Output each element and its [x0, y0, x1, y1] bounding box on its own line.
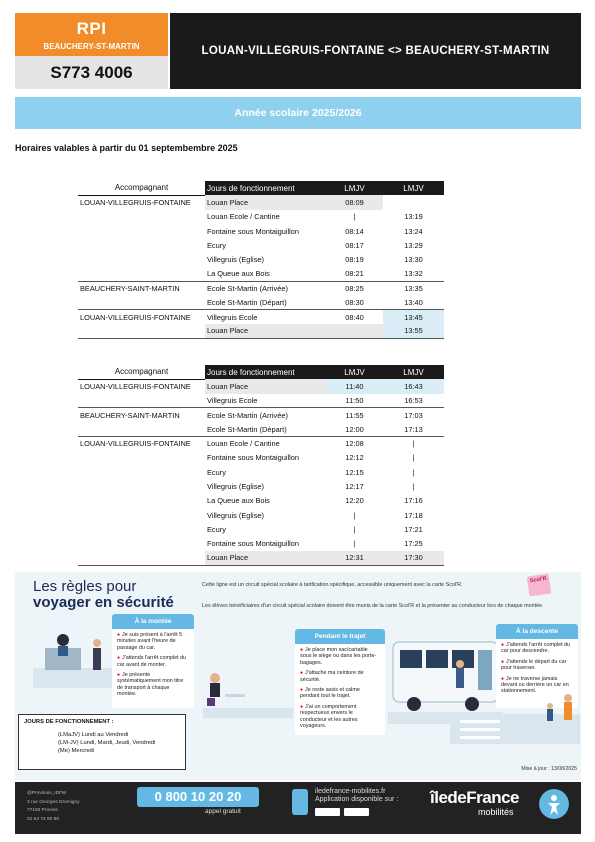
row-time-2: | — [412, 482, 415, 492]
row-stop: Ecole St-Martin (Départ) — [207, 424, 287, 434]
table-header-row — [78, 181, 444, 195]
line-number: S773 4006 — [15, 56, 168, 89]
timetable-2 — [78, 365, 444, 566]
row-stop: Ecole St-Martin (Arrivée) — [205, 408, 326, 422]
scolr-card-icon: Scol'R — [527, 574, 552, 597]
row-time-1 — [326, 324, 383, 338]
row-city — [78, 324, 205, 338]
footer-town: 77160 Provins — [27, 808, 58, 813]
table-row — [78, 267, 444, 281]
row-time-1: 08:19 — [345, 255, 364, 265]
smartphone-icon — [292, 789, 308, 815]
col-header-lmjv-2: LMJV — [383, 365, 444, 379]
network-city: BEAUCHERY-ST-MARTIN — [43, 42, 140, 51]
table-row — [78, 394, 444, 408]
row-city: BEAUCHERY-SAINT-MARTIN — [78, 408, 205, 422]
row-time-2: 17:18 — [404, 510, 423, 520]
row-stop: Villegruis Ecole — [207, 395, 258, 405]
row-time-1: 08:40 — [326, 310, 383, 324]
card-descente-title: À la descente — [496, 624, 578, 639]
trajet-rule-4: ● J'ai un comportement respectueux envers le conducteur et les autres voyageurs. — [300, 704, 380, 730]
descente-rule-3: ● Je ne traverse jamais devant ou derrière un car en stationnement. — [501, 676, 573, 695]
table-row — [78, 210, 444, 224]
row-time-1: 12:31 — [326, 551, 383, 565]
row-time-1: 08:30 — [345, 297, 364, 307]
update-date: Mise à jour : 13/08/2025 — [521, 766, 577, 772]
row-time-1: 12:20 — [345, 496, 364, 506]
row-stop: Ecole St-Martin (Arrivée) — [205, 281, 326, 295]
row-city — [78, 522, 205, 536]
row-time-2: 17:25 — [404, 539, 423, 549]
row-time-1: | — [353, 510, 356, 520]
row-stop: Villegruis (Eglise) — [207, 510, 264, 520]
table-row — [78, 451, 444, 465]
row-time-1: 12:17 — [345, 482, 364, 492]
website-link[interactable]: iledefrance-mobilites.fr — [315, 788, 386, 795]
days-line-3: (Me) Mercredi — [58, 748, 95, 754]
row-time-2: 13:19 — [404, 212, 423, 222]
row-stop: Fontaine sous Montaiguillon — [207, 226, 300, 236]
table-row — [78, 537, 444, 551]
row-city — [78, 465, 205, 479]
row-stop: Fontaine sous Montaiguillon — [207, 539, 300, 549]
trajet-rule-1: ● Je place mon sac/cartable sous le siège ou dans les porte-bagages. — [300, 647, 380, 666]
table-row — [78, 224, 444, 238]
row-city — [78, 252, 205, 266]
row-time-1: 08:21 — [345, 269, 364, 279]
table-row — [78, 436, 444, 450]
timetable-1 — [78, 181, 444, 339]
network-badge — [15, 13, 168, 56]
bus-stop-illustration — [203, 668, 293, 718]
crosswalk-illustration — [450, 684, 580, 744]
table-row — [78, 422, 444, 436]
row-stop: Louan Place — [205, 324, 326, 338]
row-time-2: 17:16 — [404, 496, 423, 506]
row-city: LOUAN-VILLEGRUIS-FONTAINE — [78, 310, 205, 324]
rules-title-line2: voyager en sécurité — [33, 594, 174, 611]
row-time-2: 17:30 — [383, 551, 444, 565]
row-time-1: 12:12 — [345, 453, 364, 463]
trajet-rule-2: ● J'attache ma ceinture de sécurité. — [300, 670, 380, 683]
row-city — [78, 451, 205, 465]
col-header-days: Jours de fonctionnement — [205, 365, 326, 379]
rules-title-line1: Les règles pour — [33, 578, 137, 595]
table-row — [78, 551, 444, 565]
ticket-booth-illustration — [33, 628, 113, 688]
footer-social: @Provinois_IDFM — [27, 791, 66, 796]
app-store-badge-icon[interactable] — [344, 808, 369, 816]
row-time-1: | — [353, 539, 356, 549]
row-city — [78, 267, 205, 281]
idfm-logo-icon — [539, 789, 569, 819]
montee-rule-2: ● J'attends l'arrêt complet du car avant de monter. — [117, 655, 189, 668]
days-line-2: (LM-JV) Lundi, Mardi, Jeudi, Vendredi — [58, 740, 156, 746]
school-year-banner: Année scolaire 2025/2026 — [15, 97, 581, 129]
row-time-2: 16:53 — [404, 395, 423, 405]
row-time-2: 13:24 — [404, 226, 423, 236]
trajet-rule-3: ● Je reste assis et calme pendant tout le trajet. — [300, 687, 380, 700]
table-row — [78, 494, 444, 508]
row-time-2 — [383, 195, 444, 209]
card-montee — [112, 614, 194, 708]
col-header-accompagnant: Accompagnant — [78, 365, 205, 379]
card-trajet — [295, 629, 385, 735]
row-time-2: 13:40 — [404, 297, 423, 307]
row-time-1: 12:15 — [345, 467, 364, 477]
row-city — [78, 295, 205, 309]
row-time-1: 08:14 — [345, 226, 364, 236]
row-stop: Ecury — [207, 240, 226, 250]
row-city: LOUAN-VILLEGRUIS-FONTAINE — [78, 436, 205, 450]
route-title: LOUAN-VILLEGRUIS-FONTAINE <> BEAUCHERY-ST-MARTIN — [170, 13, 581, 89]
table-row — [78, 324, 444, 338]
days-title: JOURS DE FONCTIONNEMENT : — [24, 719, 114, 725]
footer-phone-local: 01 64 74 50 90 — [27, 816, 60, 822]
row-time-2: 17:21 — [404, 524, 423, 534]
row-time-2: 17:13 — [404, 424, 423, 434]
montee-rule-1: ● Je suis présent à l'arrêt 5 minutes avant l'heure de passage du car. — [117, 632, 189, 651]
row-time-1: 12:00 — [345, 424, 364, 434]
brand-logo-text: îledeFrance — [430, 788, 519, 807]
row-city — [78, 479, 205, 493]
row-time-2: 16:43 — [383, 379, 444, 393]
row-time-1: 11:50 — [345, 395, 364, 405]
row-time-2: 17:03 — [383, 408, 444, 422]
col-header-lmjv-1: LMJV — [326, 181, 383, 195]
col-header-lmjv-1: LMJV — [326, 365, 383, 379]
row-city: LOUAN-VILLEGRUIS-FONTAINE — [80, 198, 191, 208]
row-time-2: | — [383, 436, 444, 450]
table-row — [78, 252, 444, 266]
row-city — [78, 224, 205, 238]
row-time-2: 13:30 — [404, 255, 423, 265]
montee-rule-3: ● Je présente systématiquement mon titre de transport à chaque montée. — [117, 672, 189, 698]
validity-text: Horaires valables à partir du 01 septembembre 2025 — [15, 143, 238, 153]
row-time-2: 13:35 — [383, 281, 444, 295]
row-stop: Louan Ecole / Cantine — [205, 436, 326, 450]
row-stop: La Queue aux Bois — [207, 269, 270, 279]
row-time-1: | — [353, 524, 356, 534]
network-code: RPI — [76, 19, 107, 38]
row-time-2: 13:55 — [383, 324, 444, 338]
table-row — [78, 479, 444, 493]
footer — [15, 782, 581, 834]
col-header-accompagnant: Accompagnant — [78, 181, 205, 195]
row-stop: Louan Place — [205, 379, 326, 393]
table-row — [78, 295, 444, 309]
table-row — [78, 465, 444, 479]
row-time-1: 11:40 — [326, 379, 383, 393]
rules-info-2: Les élèves bénéficiaires d'un circuit spécial scolaire doivent être munis de la carte Scol'R et la présenter au conducteur lors de chaque montée. — [202, 603, 544, 609]
google-play-badge-icon[interactable] — [315, 808, 340, 816]
row-city — [78, 394, 205, 408]
footer-street: 2 rue Georges Dromigny — [27, 799, 80, 805]
rules-info-1: Cette ligne est un circuit spécial scolaire à tarification spécifique, accessible uniquement avec la carte Scol'R. — [202, 582, 463, 588]
row-stop: Louan Place — [205, 551, 326, 565]
table-row — [78, 508, 444, 522]
row-city — [78, 508, 205, 522]
row-stop: Villegruis (Eglise) — [207, 482, 264, 492]
descente-rule-1: ● J'attends l'arrêt complet du car pour descendre. — [501, 642, 573, 655]
table-row — [78, 379, 444, 393]
free-phone-number[interactable]: 0 800 10 20 20 — [137, 787, 259, 807]
row-stop: La Queue aux Bois — [207, 496, 270, 506]
row-time-1: 08:17 — [345, 240, 364, 250]
row-city — [78, 422, 205, 436]
row-city: LOUAN-VILLEGRUIS-FONTAINE — [80, 382, 191, 392]
row-time-2: | — [412, 453, 415, 463]
row-city — [78, 537, 205, 551]
brand-logo-subtext: mobilités — [478, 807, 514, 817]
row-time-1: 12:08 — [326, 436, 383, 450]
row-stop: Ecury — [207, 524, 226, 534]
row-city — [78, 210, 205, 224]
col-header-days: Jours de fonctionnement — [205, 181, 326, 195]
row-city: BEAUCHERY-SAINT-MARTIN — [78, 281, 205, 295]
table-row — [78, 238, 444, 252]
operating-days-legend — [18, 714, 186, 770]
app-availability: Application disponible sur : — [315, 796, 399, 803]
free-phone-label: appel gratuit — [205, 808, 241, 815]
table-header-row — [78, 365, 444, 379]
row-time-2: 13:45 — [383, 310, 444, 324]
row-stop: Villegruis Ecole — [205, 310, 326, 324]
row-stop: Louan Ecole / Cantine — [207, 212, 280, 222]
row-stop: Villegruis (Eglise) — [207, 255, 264, 265]
footer-web — [315, 788, 398, 804]
col-header-lmjv-2: LMJV — [383, 181, 444, 195]
days-line-1: (LMaJV) Lundi au Vendredi — [58, 732, 129, 738]
row-time-2: | — [412, 467, 415, 477]
table-row — [78, 281, 444, 295]
header — [15, 13, 581, 89]
row-city — [78, 551, 205, 565]
table-row — [78, 195, 444, 209]
row-time-1: 08:09 — [326, 195, 383, 209]
card-trajet-title: Pendant le trajet — [295, 629, 385, 644]
row-stop: Fontaine sous Montaiguillon — [207, 453, 300, 463]
row-time-1: 11:55 — [326, 408, 383, 422]
row-time-1: | — [353, 212, 356, 222]
card-montee-title: À la montée — [112, 614, 194, 629]
row-city — [78, 238, 205, 252]
row-time-2: 13:29 — [404, 240, 423, 250]
row-stop: Louan Place — [205, 195, 326, 209]
table-row — [78, 310, 444, 324]
row-time-2: 13:32 — [404, 269, 423, 279]
table-row — [78, 408, 444, 422]
row-stop: Ecole St-Martin (Départ) — [207, 297, 287, 307]
table-row — [78, 522, 444, 536]
descente-rule-2: ● J'attends le départ du car pour traverser. — [501, 659, 573, 672]
row-time-1: 08:25 — [326, 281, 383, 295]
row-stop: Ecury — [207, 467, 226, 477]
row-city — [78, 494, 205, 508]
footer-address — [27, 790, 80, 824]
safety-rules-panel — [15, 572, 581, 780]
